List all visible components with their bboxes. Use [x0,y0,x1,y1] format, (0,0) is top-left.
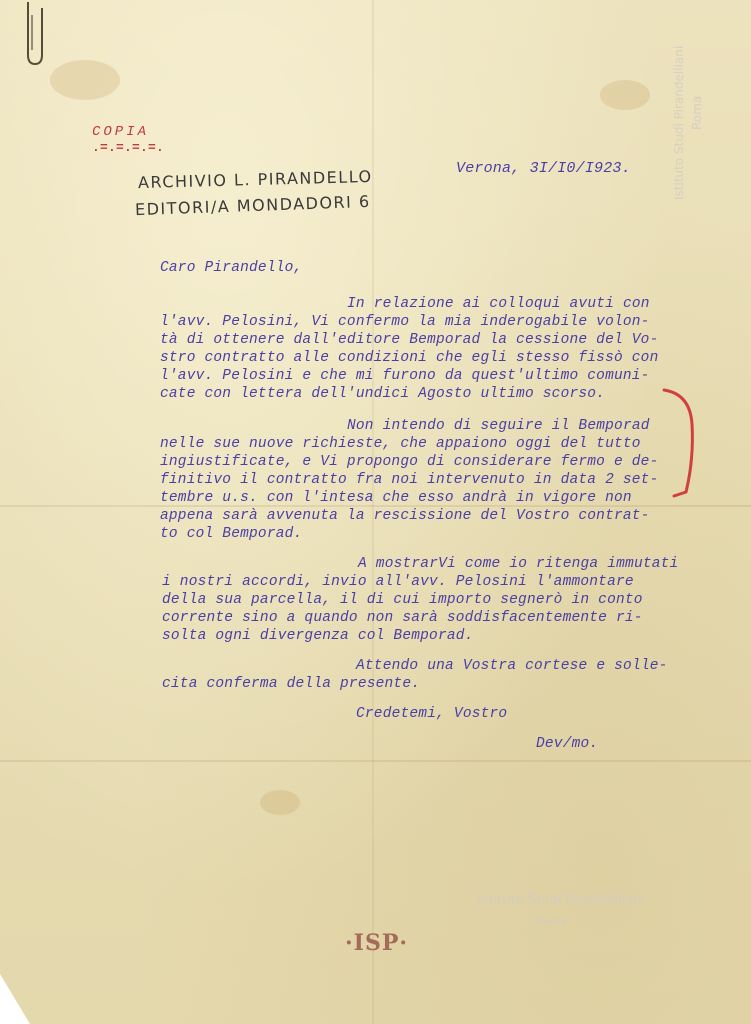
letter-line: appena sarà avvenuta la rescissione del Vostro contrat- [160,508,650,524]
letter-closing: Credetemi, Vostro [356,706,508,722]
letter-line: ingiustificate, e Vi propongo di considerare fermo e de- [160,454,659,470]
side-watermark: Istituto Studi Pirandelliani [672,45,686,200]
letter-line: Non intendo di seguire il Bemporad [347,418,650,434]
paper-fold [0,760,751,762]
bottom-watermark: Istituto Studi Pirandelliani [478,893,646,908]
letter-line: i nostri accordi, invio all'avv. Pelosini l'ammontare [162,574,634,590]
letter-line: corrente sino a quando non sarà soddisfacentemente ri- [162,610,643,626]
letter-date: Verona, 3I/I0/I923. [456,160,631,177]
letter-line: solta ogni divergenza col Bemporad. [162,628,474,644]
paper-stain [50,60,120,100]
archive-note-line1: ARCHIVIO L. PIRANDELLO [137,166,373,193]
torn-corner [0,974,30,1024]
letter-line: della sua parcella, il di cui importo segnerò in conto [162,592,643,608]
letter-line: l'avv. Pelosini e che mi furono da quest'ultimo comuni- [160,368,650,384]
letter-line: Attendo una Vostra cortese e solle- [356,658,668,674]
bottom-watermark-city: Roma [536,915,568,928]
copia-rule: .=.=.=.=. [92,140,165,155]
letter-line: to col Bemporad. [160,526,303,542]
salutation: Caro Pirandello, [160,260,303,276]
side-watermark-city: Roma [690,95,704,130]
copia-label: COPIA [92,124,150,140]
letter-line: tà di ottenere dall'editore Bemporad la cessione del Vo- [160,332,659,348]
archive-note-line2: EDITORI/A MONDADORI 6 [134,191,371,220]
letter-signature: Dev/mo. [536,736,599,752]
red-margin-bracket [660,384,710,500]
letter-line: cita conferma della presente. [162,676,421,692]
paper-stain [260,790,300,815]
letter-line: tembre u.s. con l'intesa che esso andrà in vigore non [160,490,632,506]
letter-line: finitivo il contratto fra noi intervenuto in data 2 set- [160,472,659,488]
letter-line: cate con lettera dell'undici Agosto ultimo scorso. [160,386,606,402]
letter-line: In relazione ai colloqui avuti con [347,296,650,312]
paper-stain [600,80,650,110]
isp-stamp: ·ISP· [345,930,409,956]
letter-line: stro contratto alle condizioni che egli stesso fissò con [160,350,659,366]
letter-line: A mostrarVi come io ritenga immutati [358,556,679,572]
letter-line: nelle sue nuove richieste, che appaiono oggi del tutto [160,436,641,452]
letter-line: l'avv. Pelosini, Vi confermo la mia inderogabile volon- [160,314,650,330]
staple-mark-icon [22,0,48,68]
